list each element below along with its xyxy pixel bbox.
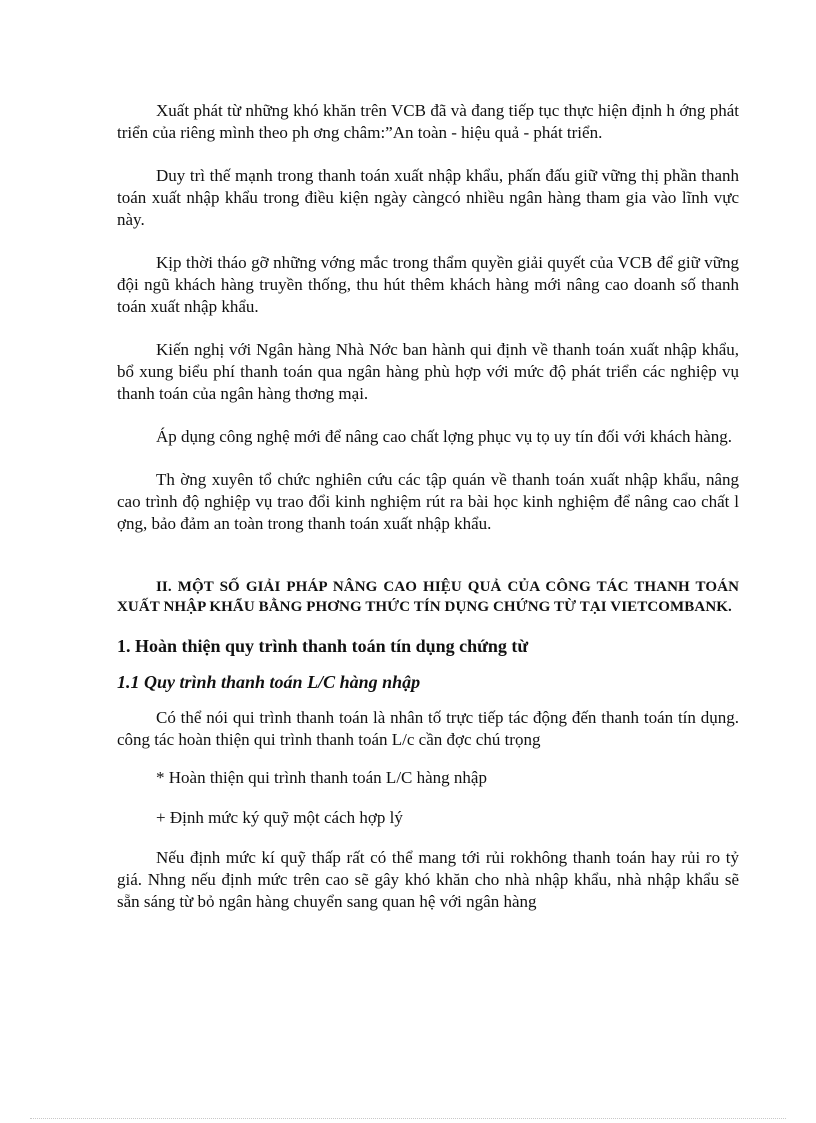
paragraph-bullet-complete-process: * Hoàn thiện qui trình thanh toán L/C hàng nhập — [156, 768, 487, 787]
paragraph-apply-technology: Áp dụng công nghệ mới để nâng cao chất lợng phục vụ tọ uy tín đối với khách hàng. — [156, 427, 733, 446]
subsection-heading: 1. Hoàn thiện quy trình thanh toán tín dụng chứng từ — [117, 636, 529, 656]
paragraph-development-direction: Xuất phát từ những khó khăn trên VCB đã và đang tiếp tục thực hiện định h ớng phát triển của riêng mình theo ph ơng châm:”An toàn - hiệu quả - phát triển. — [117, 101, 739, 142]
page-bottom-divider — [30, 1118, 786, 1119]
paragraph-resolve-obstacles: Kịp thời tháo gỡ những vớng mắc trong thẩm quyền giải quyết của VCB để giữ vững đội ngũ khách hàng truyền thống, thu hút thêm khách hàng mới nâng cao doanh số thanh toán xuất nhập khẩu. — [117, 253, 739, 316]
paragraph-state-bank-proposal: Kiến nghị với Ngân hàng Nhà Nớc ban hành qui định về thanh toán xuất nhập khẩu, bổ xung biểu phí thanh toán qua ngân hàng phù hợp với mức độ phát triển các nghiệp vụ thanh toán của ngân hàng thơng mại. — [117, 340, 739, 403]
paragraph-research-practices: Th ờng xuyên tổ chức nghiên cứu các tập quán về thanh toán xuất nhập khẩu, nâng cao trình độ nghiệp vụ trao đổi kinh nghiệm rút ra bài học kinh nghiệm để nâng cao chất l ợng, bảo đảm an toàn trong thanh toán xuất nhập khẩu. — [117, 470, 739, 533]
page-content — [117, 100, 739, 913]
paragraph-bullet-deposit-norm: + Định mức ký quỹ một cách hợp lý — [156, 808, 403, 827]
paragraph-deposit-risk: Nếu định mức kí quỹ thấp rất có thể mang tới rủi rokhông thanh toán hay rủi ro tỷ giá. Nhng nếu định mức trên cao sẽ gây khó khăn cho nhà nhập khẩu, nhà nhập khẩu sẽ sẵn sáng từ bỏ ngân hàng chuyển sang quan hệ với ngân hàng — [117, 848, 739, 911]
subsubsection-heading: 1.1 Quy trình thanh toán L/C hàng nhập — [117, 672, 421, 692]
section-heading: II. MỘT SỐ GIẢI PHÁP NÂNG CAO HIỆU QUẢ CỦA CÔNG TÁC THANH TOÁN XUẤT NHẬP KHẨU BẰNG PHƠNG THỨC TÍN DỤNG CHỨNG TỪ TẠI VIETCOMBANK. — [117, 579, 739, 615]
paragraph-maintain-strength: Duy trì thế mạnh trong thanh toán xuất nhập khẩu, phấn đấu giữ vững thị phần thanh toán xuất nhập khẩu trong điều kiện ngày càngcó nhiều ngân hàng tham gia vào lĩnh vực này. — [117, 166, 739, 229]
paragraph-payment-process: Có thể nói qui trình thanh toán là nhân tố trực tiếp tác động đến thanh toán tín dụng. công tác hoàn thiện qui trình thanh toán L/c cần đợc chú trọng — [117, 708, 739, 749]
